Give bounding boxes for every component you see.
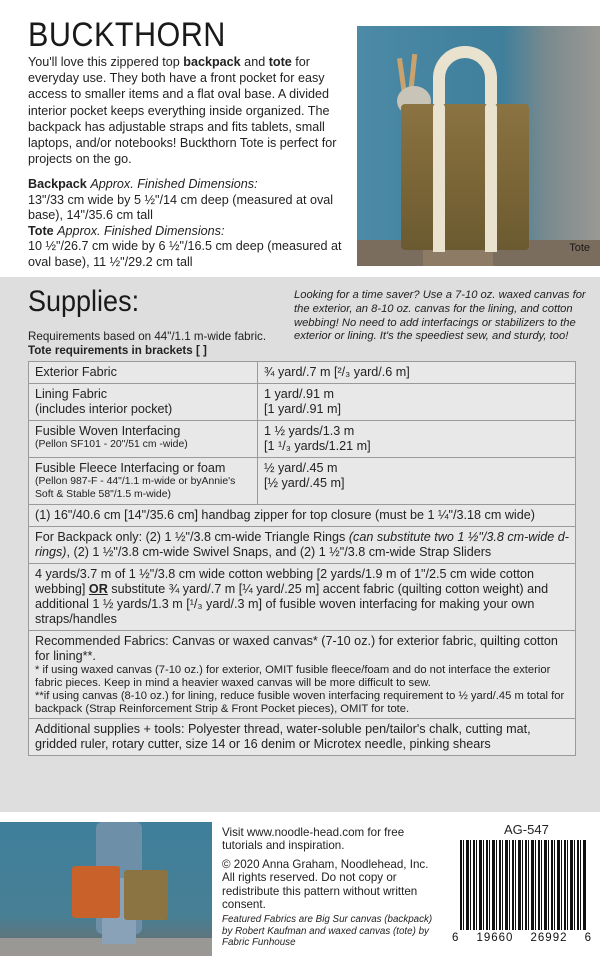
table-row xyxy=(29,505,575,527)
requirements-note: Requirements based on 44"/1.1 m-wide fabric. Tote requirements in brackets [ ] xyxy=(28,330,267,357)
table-row xyxy=(29,719,575,755)
model-photo xyxy=(0,822,212,956)
table-row xyxy=(29,527,575,564)
supplies-section xyxy=(0,277,600,812)
row-value: 1 yard/.91 m [1 yard/.91 m] xyxy=(264,387,341,416)
copyright-notice: © 2020 Anna Graham, Noodlehead, Inc. All rights reserved. Do not copy or redistribute this pattern without written consent. xyxy=(222,858,429,912)
row-label: Lining Fabric (includes interior pocket) xyxy=(29,384,258,420)
webbing-requirement: 4 yards/3.7 m of 1 ½"/3.8 cm wide cotton webbing [2 yards/1.9 m of 1"/2.5 cm wide cotton webbing] OR substitute ¾ yard/.7 m [¼ yard/.25 m] accent fabric (quilting cotton weight) and additional 1 ½ yards/1.3 m [¹/₃ yard/.3 m] of fusible woven interfacing for making your own straps/handles xyxy=(35,567,549,627)
page-title: BUCKTHORN xyxy=(28,16,226,54)
table-row xyxy=(29,564,575,631)
barcode-bars xyxy=(460,840,586,930)
table-row xyxy=(29,421,575,458)
sku-code: AG-547 xyxy=(504,822,549,837)
backpack-dimensions: 13"/33 cm wide by 5 ½"/14 cm deep (measured at oval base), 14"/35.6 cm tall xyxy=(28,192,334,223)
row-value: ¾ yard/.7 m [²/₃ yard/.6 m] xyxy=(264,365,410,379)
tote-dimensions: 10 ½"/26.7 cm wide by 6 ½"/16.5 cm deep (measured at oval base), 11 ½"/29.2 cm tall xyxy=(28,239,342,269)
backpack-label: Backpack xyxy=(28,177,87,191)
finished-dimensions: Backpack Approx. Finished Dimensions: 13"/33 cm wide by 5 ½"/14 cm deep (measured at oval base), 14"/35.6 cm tall Tote Approx. Finished Dimensions: 10 ½"/26.7 cm wide by 6 ½"/16.5 cm deep (measured at oval base), 11 ½"/29.2 cm tall xyxy=(28,177,348,271)
tote-photo xyxy=(357,26,600,266)
intro-paragraph: You'll love this zippered top backpack and tote for everyday use. They both have a front pocket for easy access to smaller items and a flat oval base. A divided interior pocket keeps everything inside organized. The backpack has adjustable straps and fits tablets, small laptops, and/or notebooks! Buckthorn Tote is perfect for projects on the go. xyxy=(28,55,337,167)
website-note: Visit www.noodle-head.com for free tutorials and inspiration. xyxy=(222,826,405,853)
barcode-digits: 6 19660 26992 6 xyxy=(452,932,592,944)
table-row xyxy=(29,631,575,719)
row-label: Fusible Woven Interfacing (Pellon SF101 - 20"/51 cm -wide) xyxy=(29,421,258,457)
row-value: 1 ½ yards/1.3 m [1 ¹/₃ yards/1.21 m] xyxy=(264,424,371,453)
supplies-table xyxy=(28,361,576,756)
barcode xyxy=(452,840,592,944)
photo-caption: Tote xyxy=(569,242,590,254)
table-row xyxy=(29,384,575,421)
row-label: Exterior Fabric xyxy=(29,362,258,383)
zipper-requirement: (1) 16"/40.6 cm [14"/35.6 cm] handbag zipper for top closure (must be 1 ¼"/3.18 cm wide) xyxy=(35,508,535,523)
header-section xyxy=(0,0,600,277)
table-row xyxy=(29,362,575,384)
supplies-title: Supplies: xyxy=(28,285,140,318)
featured-fabrics: Featured Fabrics are Big Sur canvas (backpack) by Robert Kaufman and waxed canvas (tote) by Fabric Funhouse xyxy=(222,914,433,949)
recommended-fabrics: Recommended Fabrics: Canvas or waxed canvas* (7-10 oz.) for exterior fabric, quilting cotton for lining**. * if using waxed canvas (7-10 oz.) for exterior, OMIT fusible fleece/foam and do not interface the exterior fabric pieces. Keep in mind a heavier waxed canvas will be more difficult to sew. **if using canvas (8-10 oz.) for lining, reduce fusible woven interfacing requirement to ½ yard/.45 m total for backpack (Strap Reinforcement Strip & Front Pocket pieces), OMIT for tote. xyxy=(35,634,565,715)
tote-label: Tote xyxy=(28,223,54,238)
time-saver-tip: Looking for a time saver? Use a 7-10 oz. waxed canvas for the exterior, an 8-10 oz. canvas for the lining, and cotton webbing! No need to add interfacings or stabilizers to the exterior or lining. It's the speediest sew, and sturdy, too! xyxy=(294,289,586,343)
footer-section xyxy=(0,812,600,956)
table-row xyxy=(29,458,575,505)
additional-supplies: Additional supplies + tools: Polyester thread, water-soluble pen/tailor's chalk, cutting mat, gridded ruler, rotary cutter, size 14 or 16 denim or Microtex needle, pinking shears xyxy=(35,722,531,752)
backpack-hardware: For Backpack only: (2) 1 ½"/3.8 cm-wide Triangle Rings (can substitute two 1 ½"/3.8 cm-wide d-rings), (2) 1 ½"/3.8 cm-wide Swivel Snaps, and (2) 1 ½"/3.8 cm-wide Strap Sliders xyxy=(35,530,569,560)
row-label: Fusible Fleece Interfacing or foam (Pellon 987-F - 44"/1.1 m-wide or byAnnie's Soft & Stable 58"/1.5 m-wide) xyxy=(29,458,258,504)
row-value: ½ yard/.45 m [½ yard/.45 m] xyxy=(264,461,345,490)
